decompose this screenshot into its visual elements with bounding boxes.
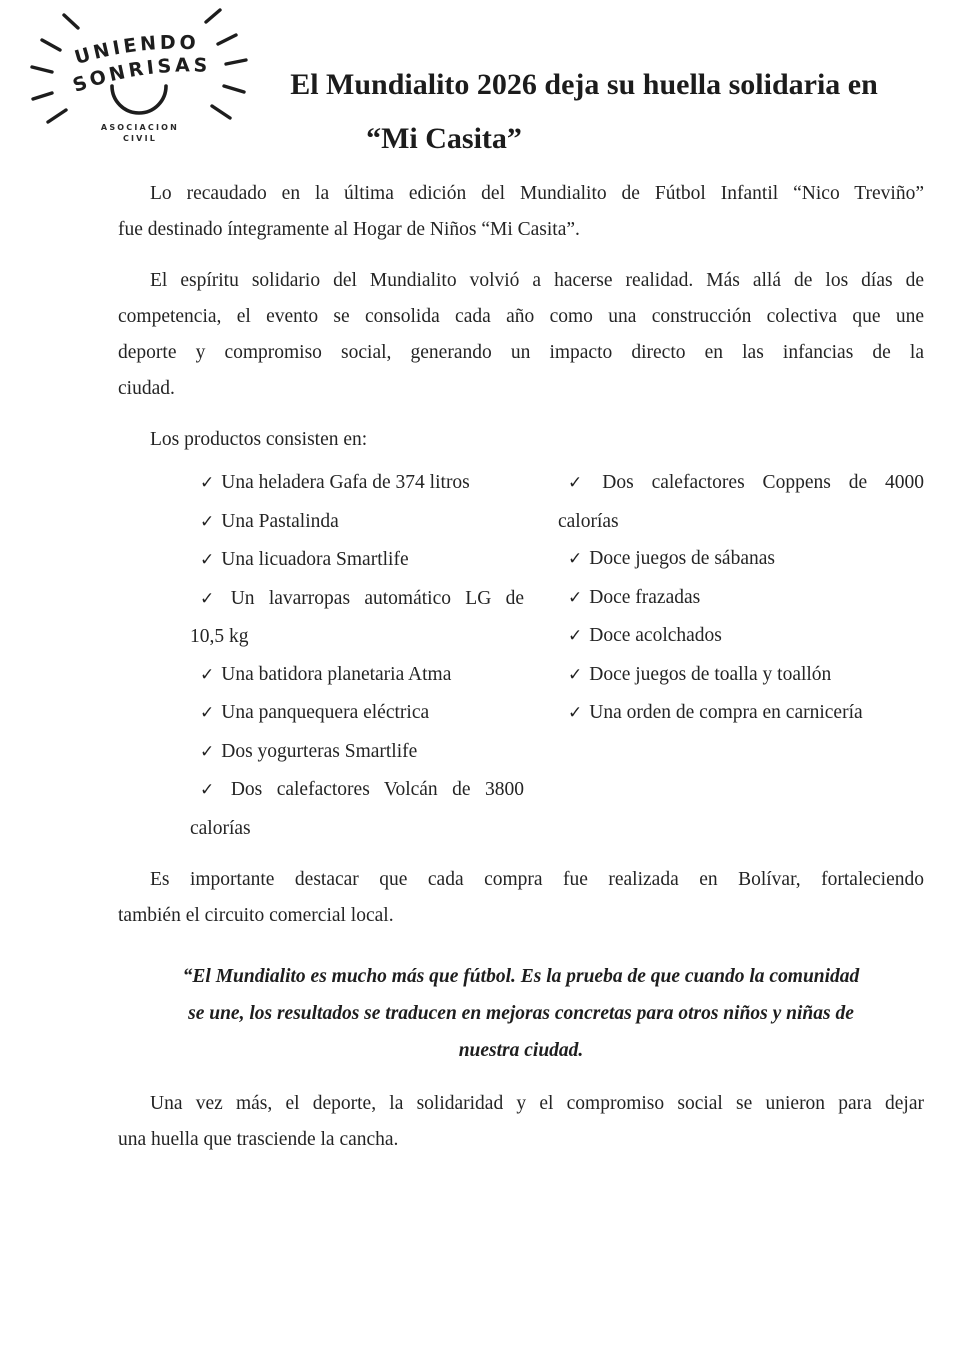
list-item	[558, 656, 924, 695]
list-item-text: 10,5 kg	[190, 626, 249, 647]
check-icon: ✓	[568, 549, 583, 569]
list-item-text: Una orden de compra en carnicería	[589, 702, 863, 723]
list-item-text: Doce acolchados	[589, 625, 722, 646]
list-item-text: calorías	[558, 510, 619, 532]
check-icon: ✓	[200, 703, 215, 723]
document-body	[118, 176, 924, 1173]
product-column-right	[558, 464, 924, 847]
check-icon: ✓	[568, 587, 583, 608]
pull-quote	[118, 958, 924, 1069]
check-icon: ✓	[200, 664, 215, 685]
check-icon: ✓	[200, 588, 224, 609]
check-icon: ✓	[568, 703, 583, 723]
list-item-text: Dos calefactores Coppens de 4000	[602, 472, 924, 493]
list-item-text: calorías	[190, 817, 251, 839]
list-item-text: Una panquequera eléctrica	[221, 702, 430, 723]
quote-line: nuestra ciudad.	[458, 1040, 584, 1061]
logo-subtext-line1: ASOCIACION	[100, 123, 180, 132]
paragraph-closing	[118, 1086, 924, 1158]
list-item	[190, 771, 524, 847]
paragraph-line: Es importante destacar que cada compra fue realizada en Bolívar, fortaleciendo	[150, 869, 924, 890]
list-item	[190, 464, 524, 503]
list-item-text: Una heladera Gafa de 374 litros	[221, 472, 470, 493]
paragraph-line: Lo recaudado en la última edición del Mundialito de Fútbol Infantil “Nico Treviño”	[150, 183, 924, 204]
paragraph-intro	[118, 176, 924, 248]
logo-wordmark-line1: UNIENDO	[72, 31, 200, 70]
list-item-text: Dos calefactores Volcán de 3800	[230, 779, 524, 800]
list-item-text: Doce frazadas	[589, 586, 701, 608]
list-item	[190, 541, 524, 580]
product-list	[118, 464, 924, 847]
paragraph-spirit	[118, 263, 924, 407]
list-item	[558, 464, 924, 540]
list-item	[190, 656, 524, 695]
list-item	[190, 694, 524, 733]
list-item	[558, 540, 924, 579]
list-item	[558, 617, 924, 656]
quote-line: “El Mundialito es mucho más que fútbol. Es la prueba de que cuando la comunidad	[182, 966, 860, 987]
list-item-text: Una batidora planetaria Atma	[221, 663, 452, 685]
list-item-text: Dos yogurteras Smartlife	[221, 740, 418, 762]
list-item-text: Doce juegos de sábanas	[589, 548, 775, 569]
check-icon: ✓	[568, 626, 583, 646]
paragraph-line: fue destinado íntegramente al Hogar de Niños “Mi Casita”.	[118, 219, 580, 240]
list-item-text: Un lavarropas automático LG de	[230, 587, 525, 609]
product-column-left	[190, 464, 524, 847]
check-icon: ✓	[200, 780, 224, 800]
smile-icon	[112, 86, 166, 113]
check-icon: ✓	[200, 741, 215, 762]
list-item-text: Doce juegos de toalla y toallón	[589, 663, 832, 685]
check-icon: ✓	[200, 511, 215, 532]
check-icon: ✓	[568, 664, 583, 685]
check-icon: ✓	[568, 473, 596, 493]
paragraph-line: una huella que trasciende la cancha.	[118, 1129, 399, 1150]
logo-wordmark-line2: SONRISAS	[70, 54, 212, 97]
list-item	[190, 503, 524, 542]
paragraph-line: competencia, el evento se consolida cada año como una construcción colectiva que une	[118, 306, 924, 327]
list-item	[558, 694, 924, 733]
list-item	[190, 733, 524, 772]
list-item	[558, 579, 924, 618]
check-icon: ✓	[200, 550, 215, 570]
paragraph-line: Una vez más, el deporte, la solidaridad y el compromiso social se unieron para dejar	[150, 1093, 924, 1114]
logo-subtext-line2: CIVIL	[122, 134, 158, 143]
paragraph-line: El espíritu solidario del Mundialito volvió a hacerse realidad. Más allá de los días de	[150, 270, 924, 291]
list-item	[190, 580, 524, 656]
product-list-intro: Los productos consisten en:	[150, 429, 368, 450]
paragraph-line: deporte y compromiso social, generando un impacto directo en las infancias de la	[118, 342, 924, 363]
page-title-line1: El Mundialito 2026 deja su huella solidaria en	[290, 68, 878, 101]
paragraph-line: ciudad.	[118, 378, 175, 399]
paragraph-bolivar	[118, 862, 924, 934]
paragraph-line: también el circuito comercial local.	[118, 905, 394, 926]
page-title-line2: “Mi Casita”	[366, 122, 522, 155]
quote-line: se une, los resultados se traducen en mejoras concretas para otros niños y niñas de	[188, 1003, 854, 1024]
list-item-text: Una licuadora Smartlife	[221, 549, 409, 570]
check-icon: ✓	[200, 473, 215, 493]
list-item-text: Una Pastalinda	[221, 510, 339, 532]
